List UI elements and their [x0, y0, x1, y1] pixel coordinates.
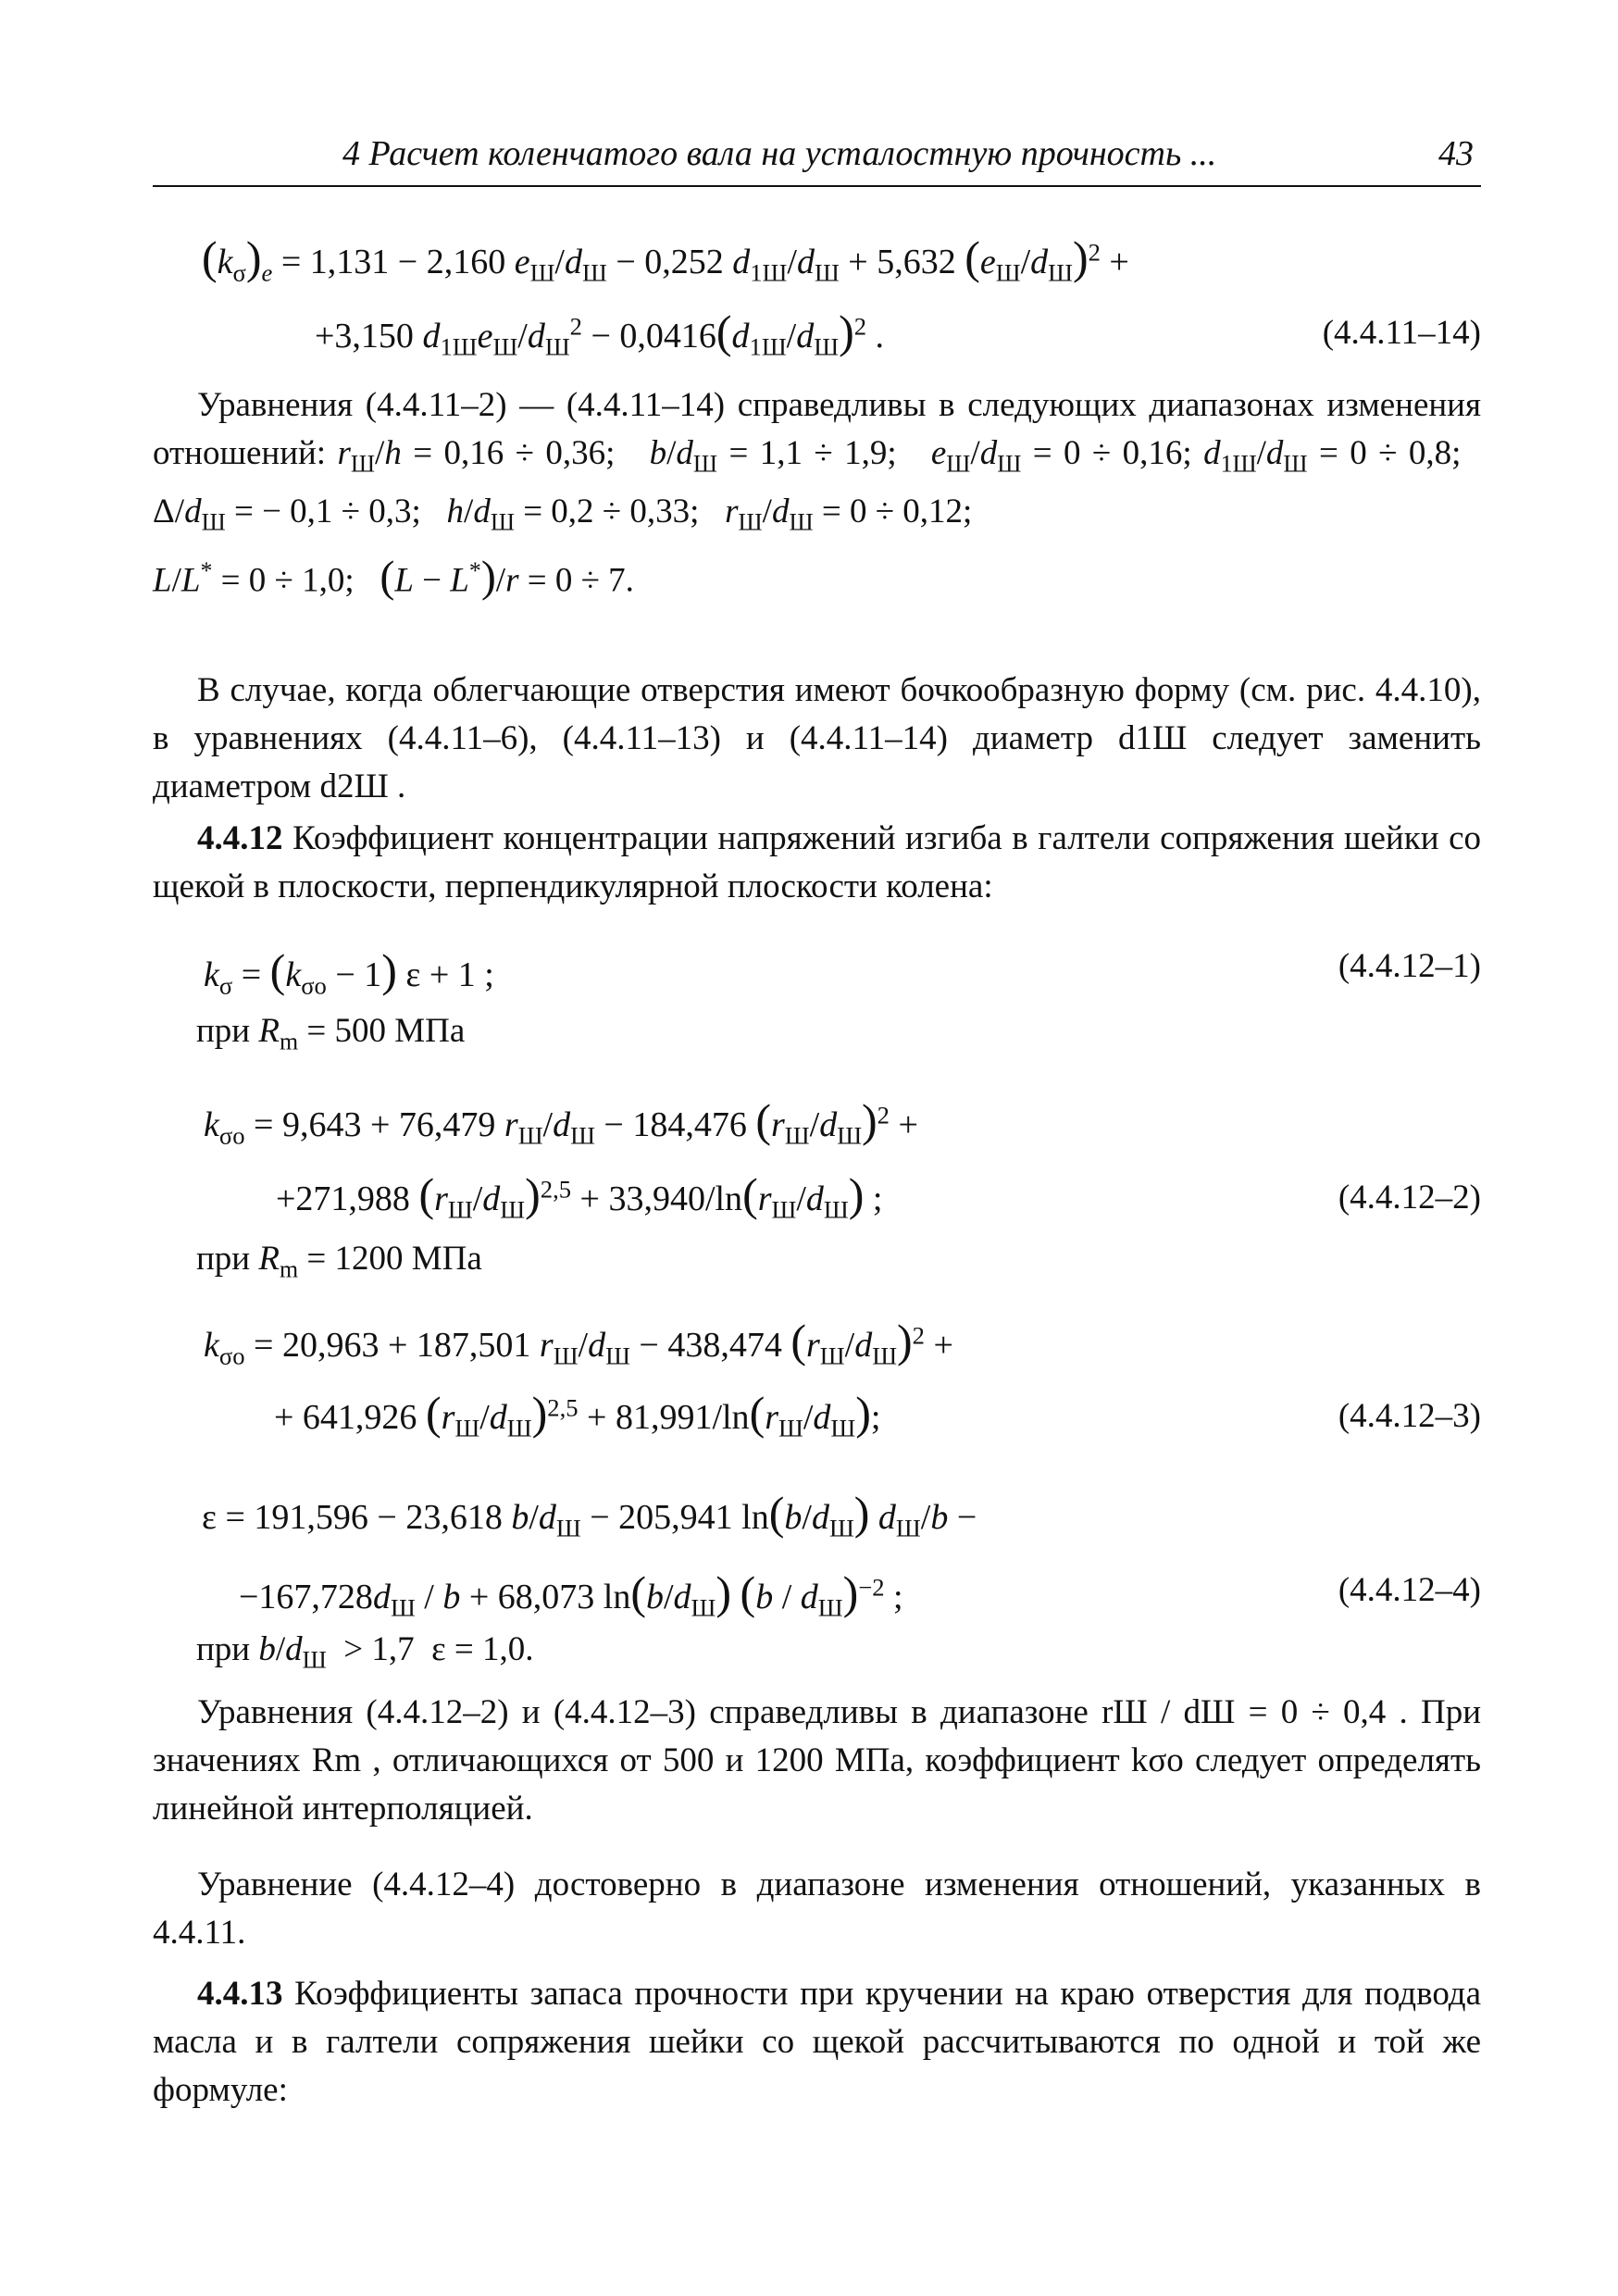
paragraph-validity: Уравнения (4.4.12–2) и (4.4.12–3) справедливы в диапазоне rШ / dШ = 0 ÷ 0,4 . При значениях Rm , отличающихся от 500 и 1200 МПа, коэффициент kσo следует определять линейной интерполяцией.: [153, 1693, 1481, 1828]
running-title: 4 Расчет коленчатого вала на усталостную прочность ...: [342, 134, 1217, 173]
eq-4-4-12-4-tag: (4.4.12–4): [1338, 1571, 1481, 1609]
eq-4-4-11-14-line2: +3,150 $d_{1Ш}e_Ш/d_Ш^2 - 0,0416(d_{1Ш}/d_Ш)^2$ .: [315, 306, 885, 361]
eq-4-4-12-3-line1: $k_{\sigma o} = 20,963 + 187,501$ $r_Ш/d_Ш - 438,474$ $(r_Ш/d_Ш)^2$ +: [204, 1315, 953, 1370]
eq-4-4-12-2-line2: +271,988 $(r_Ш/d_Ш)^{2,5} + 33,940/\ln(r_Ш/d_Ш)$ ;: [276, 1168, 883, 1224]
section-4-4-13: [153, 1970, 1481, 2115]
section-text: Коэффициенты запаса прочности при кручении на краю отверстия для подвода масла и в галтели сопряжения шейки со щекой рассчитываются по одной и той же формуле:: [153, 1975, 1481, 2109]
eq-4-4-12-4-line2: $-167,728d_Ш / b + 68,073$ $\ln(b/d_Ш)$ $(b / d_Ш)^{-2}$ ;: [239, 1566, 903, 1622]
eq-4-4-12-3-tag: (4.4.12–3): [1338, 1397, 1481, 1435]
section-number: 4.4.12: [197, 819, 283, 857]
eq-4-4-11-14-line1: $(k_\sigma)_e = 1,131 - 2,160$ $e_Ш/d_Ш - 0,252$ $d_{1Ш}/d_Ш + 5,632$ $(e_Ш/d_Ш)^2$ +: [202, 231, 1129, 287]
page-header: [153, 128, 1481, 187]
eq-4-4-12-4-line1: ε = 191,596 − 23,618 $b/d_Ш - 205,941$ $\ln(b/d_Ш) d_Ш/b$ −: [202, 1487, 977, 1542]
section-4-4-12: [153, 815, 1481, 911]
condition-rm-500: при $R_m = 500$ МПа: [196, 1012, 466, 1055]
section-text: Коэффициент концентрации напряжений изгиба в галтели сопряжения шейки со щекой в плоскости, перпендикулярной плоскости колена:: [153, 819, 1481, 905]
paragraph-reliability: Уравнение (4.4.12–4) достоверно в диапазоне изменения отношений, указанных в 4.4.11.: [153, 1866, 1481, 1952]
condition-rm-1200: при $R_m = 1200$ МПа: [196, 1240, 482, 1283]
eq-4-4-12-3-line2: + 641,926 $(r_Ш/d_Ш)^{2,5} + 81,991/\ln(r_Ш/d_Ш)$;: [274, 1387, 881, 1442]
eq-4-4-12-1-tag: (4.4.12–1): [1338, 947, 1481, 985]
section-number: 4.4.13: [197, 1975, 283, 2013]
page-number: 43: [1438, 134, 1474, 173]
eq-4-4-12-1: $k_\sigma = (k_{\sigma o} - 1) \varepsilon + 1$ ;: [204, 944, 494, 1000]
condition-b-dsh: при $b/d_Ш > 1,7$ ε = 1,0.: [196, 1630, 534, 1674]
eq-4-4-12-2-line1: $k_{\sigma o} = 9,643 + 76,479$ $r_Ш/d_Ш - 184,476$ $(r_Ш/d_Ш)^2$ +: [204, 1094, 918, 1150]
paragraph-barrel-holes: В случае, когда облегчающие отверстия имеют бочкообразную форму (см. рис. 4.4.10), в уравнениях (4.4.11–6), (4.4.11–13) и (4.4.11–14) диаметр d1Ш следует заменить диаметром d2Ш .: [153, 671, 1481, 805]
paragraph-ranges: Уравнения (4.4.11–2) — (4.4.11–14) справедливы в следующих диапазонах изменения отношений: $r_Ш/h = 0,16 \div 0,36$; $b/d_Ш = 1,1 \div 1,9$; $e_Ш/d_Ш = 0 \div 0,16$; $d_{1Ш}/d_Ш = 0 \div 0,8$; $\Delta/d_Ш$ = − 0,1 ÷ 0,3; $h/d_Ш = 0,2 \div 0,33$; $r_Ш/d_Ш = 0 \div 0,12$; L/L* = 0 ÷ 1,0; (L − L*)/r = 0 ÷ 7.: [153, 386, 1482, 602]
eq-4-4-12-2-tag: (4.4.12–2): [1338, 1179, 1481, 1217]
eq-4-4-11-14-tag: (4.4.11–14): [1322, 314, 1481, 352]
